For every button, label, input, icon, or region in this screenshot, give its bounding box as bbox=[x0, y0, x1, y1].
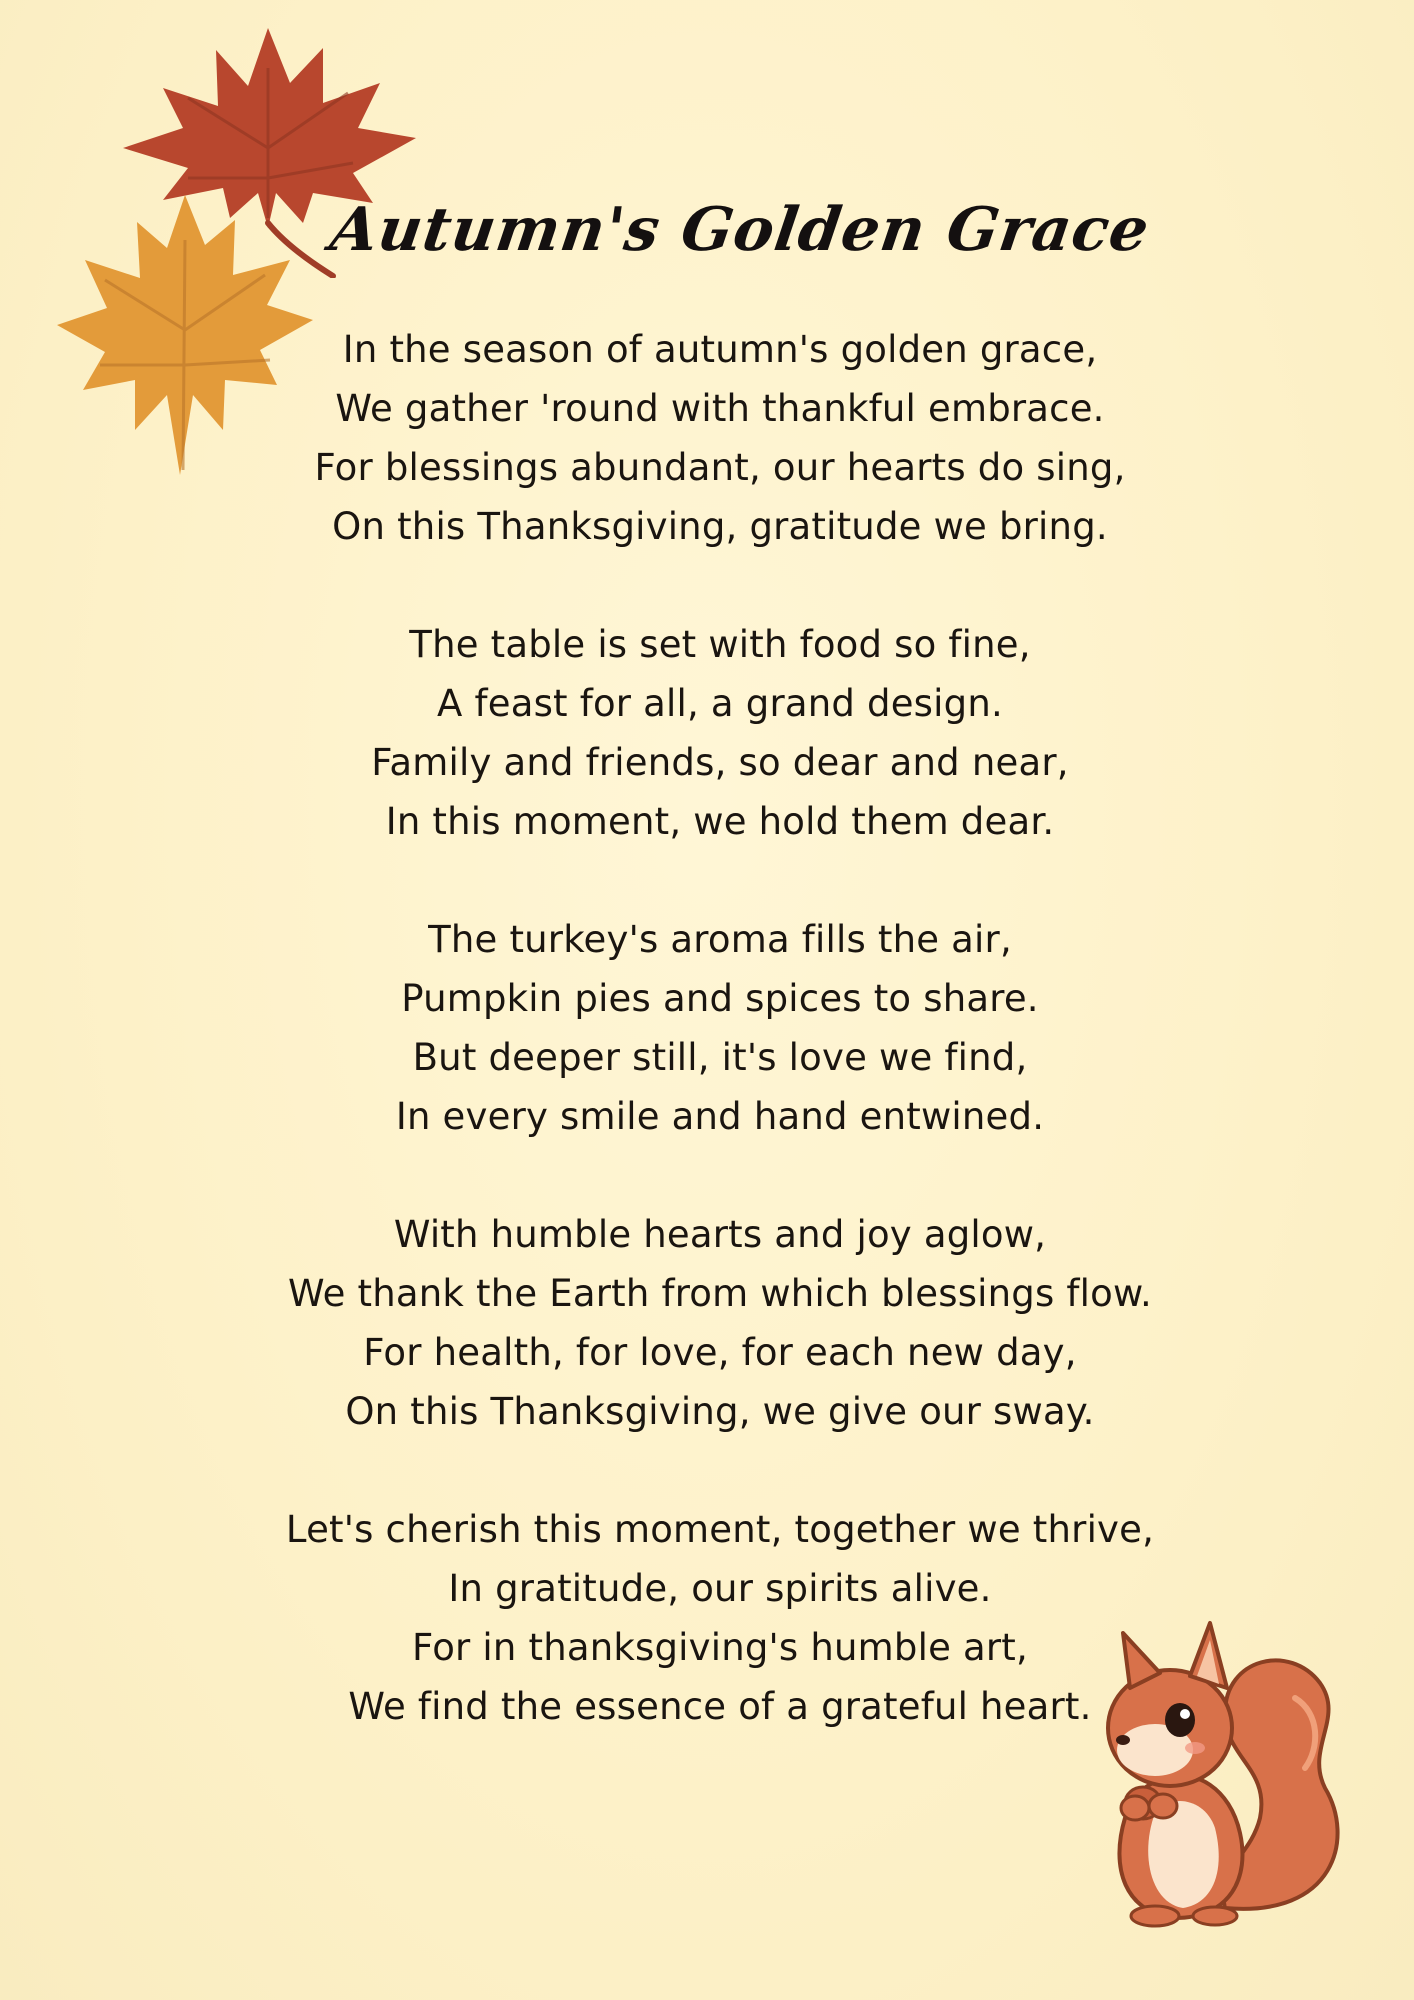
poem-line: For blessings abundant, our hearts do sing, bbox=[314, 446, 1126, 489]
poem-line: We find the essence of a grateful heart. bbox=[348, 1685, 1092, 1728]
poem-line: We thank the Earth from which blessings flow. bbox=[288, 1272, 1152, 1315]
stanza bbox=[220, 1205, 1220, 1441]
poem-line: On this Thanksgiving, gratitude we bring. bbox=[332, 505, 1108, 548]
poem-line: For in thanksgiving's humble art, bbox=[412, 1626, 1028, 1669]
poem-body bbox=[220, 320, 1220, 1795]
poem-line: In the season of autumn's golden grace, bbox=[342, 328, 1098, 371]
stanza bbox=[220, 320, 1220, 556]
poem-line: With humble hearts and joy aglow, bbox=[393, 1213, 1047, 1256]
poem-line: The table is set with food so fine, bbox=[409, 623, 1031, 666]
poem-line: The turkey's aroma fills the air, bbox=[428, 918, 1012, 961]
poem-line: We gather 'round with thankful embrace. bbox=[335, 387, 1105, 430]
poem-line: Pumpkin pies and spices to share. bbox=[401, 977, 1039, 1020]
poem-line: In every smile and hand entwined. bbox=[395, 1095, 1045, 1138]
squirrel-icon bbox=[1055, 1618, 1355, 1928]
poem-line: A feast for all, a grand design. bbox=[437, 682, 1003, 725]
poem-line: In this moment, we hold them dear. bbox=[385, 800, 1055, 843]
poem-title: Autumn's Golden Grace bbox=[326, 195, 1154, 265]
stanza bbox=[220, 615, 1220, 851]
stanza bbox=[220, 910, 1220, 1146]
poem-line: Family and friends, so dear and near, bbox=[371, 741, 1069, 784]
poem-line: In gratitude, our spirits alive. bbox=[448, 1567, 992, 1610]
poem-line: On this Thanksgiving, we give our sway. bbox=[345, 1390, 1095, 1433]
poem-line: Let's cherish this moment, together we thrive, bbox=[285, 1508, 1155, 1551]
poem-line: But deeper still, it's love we find, bbox=[412, 1036, 1028, 1079]
poem-line: For health, for love, for each new day, bbox=[363, 1331, 1077, 1374]
